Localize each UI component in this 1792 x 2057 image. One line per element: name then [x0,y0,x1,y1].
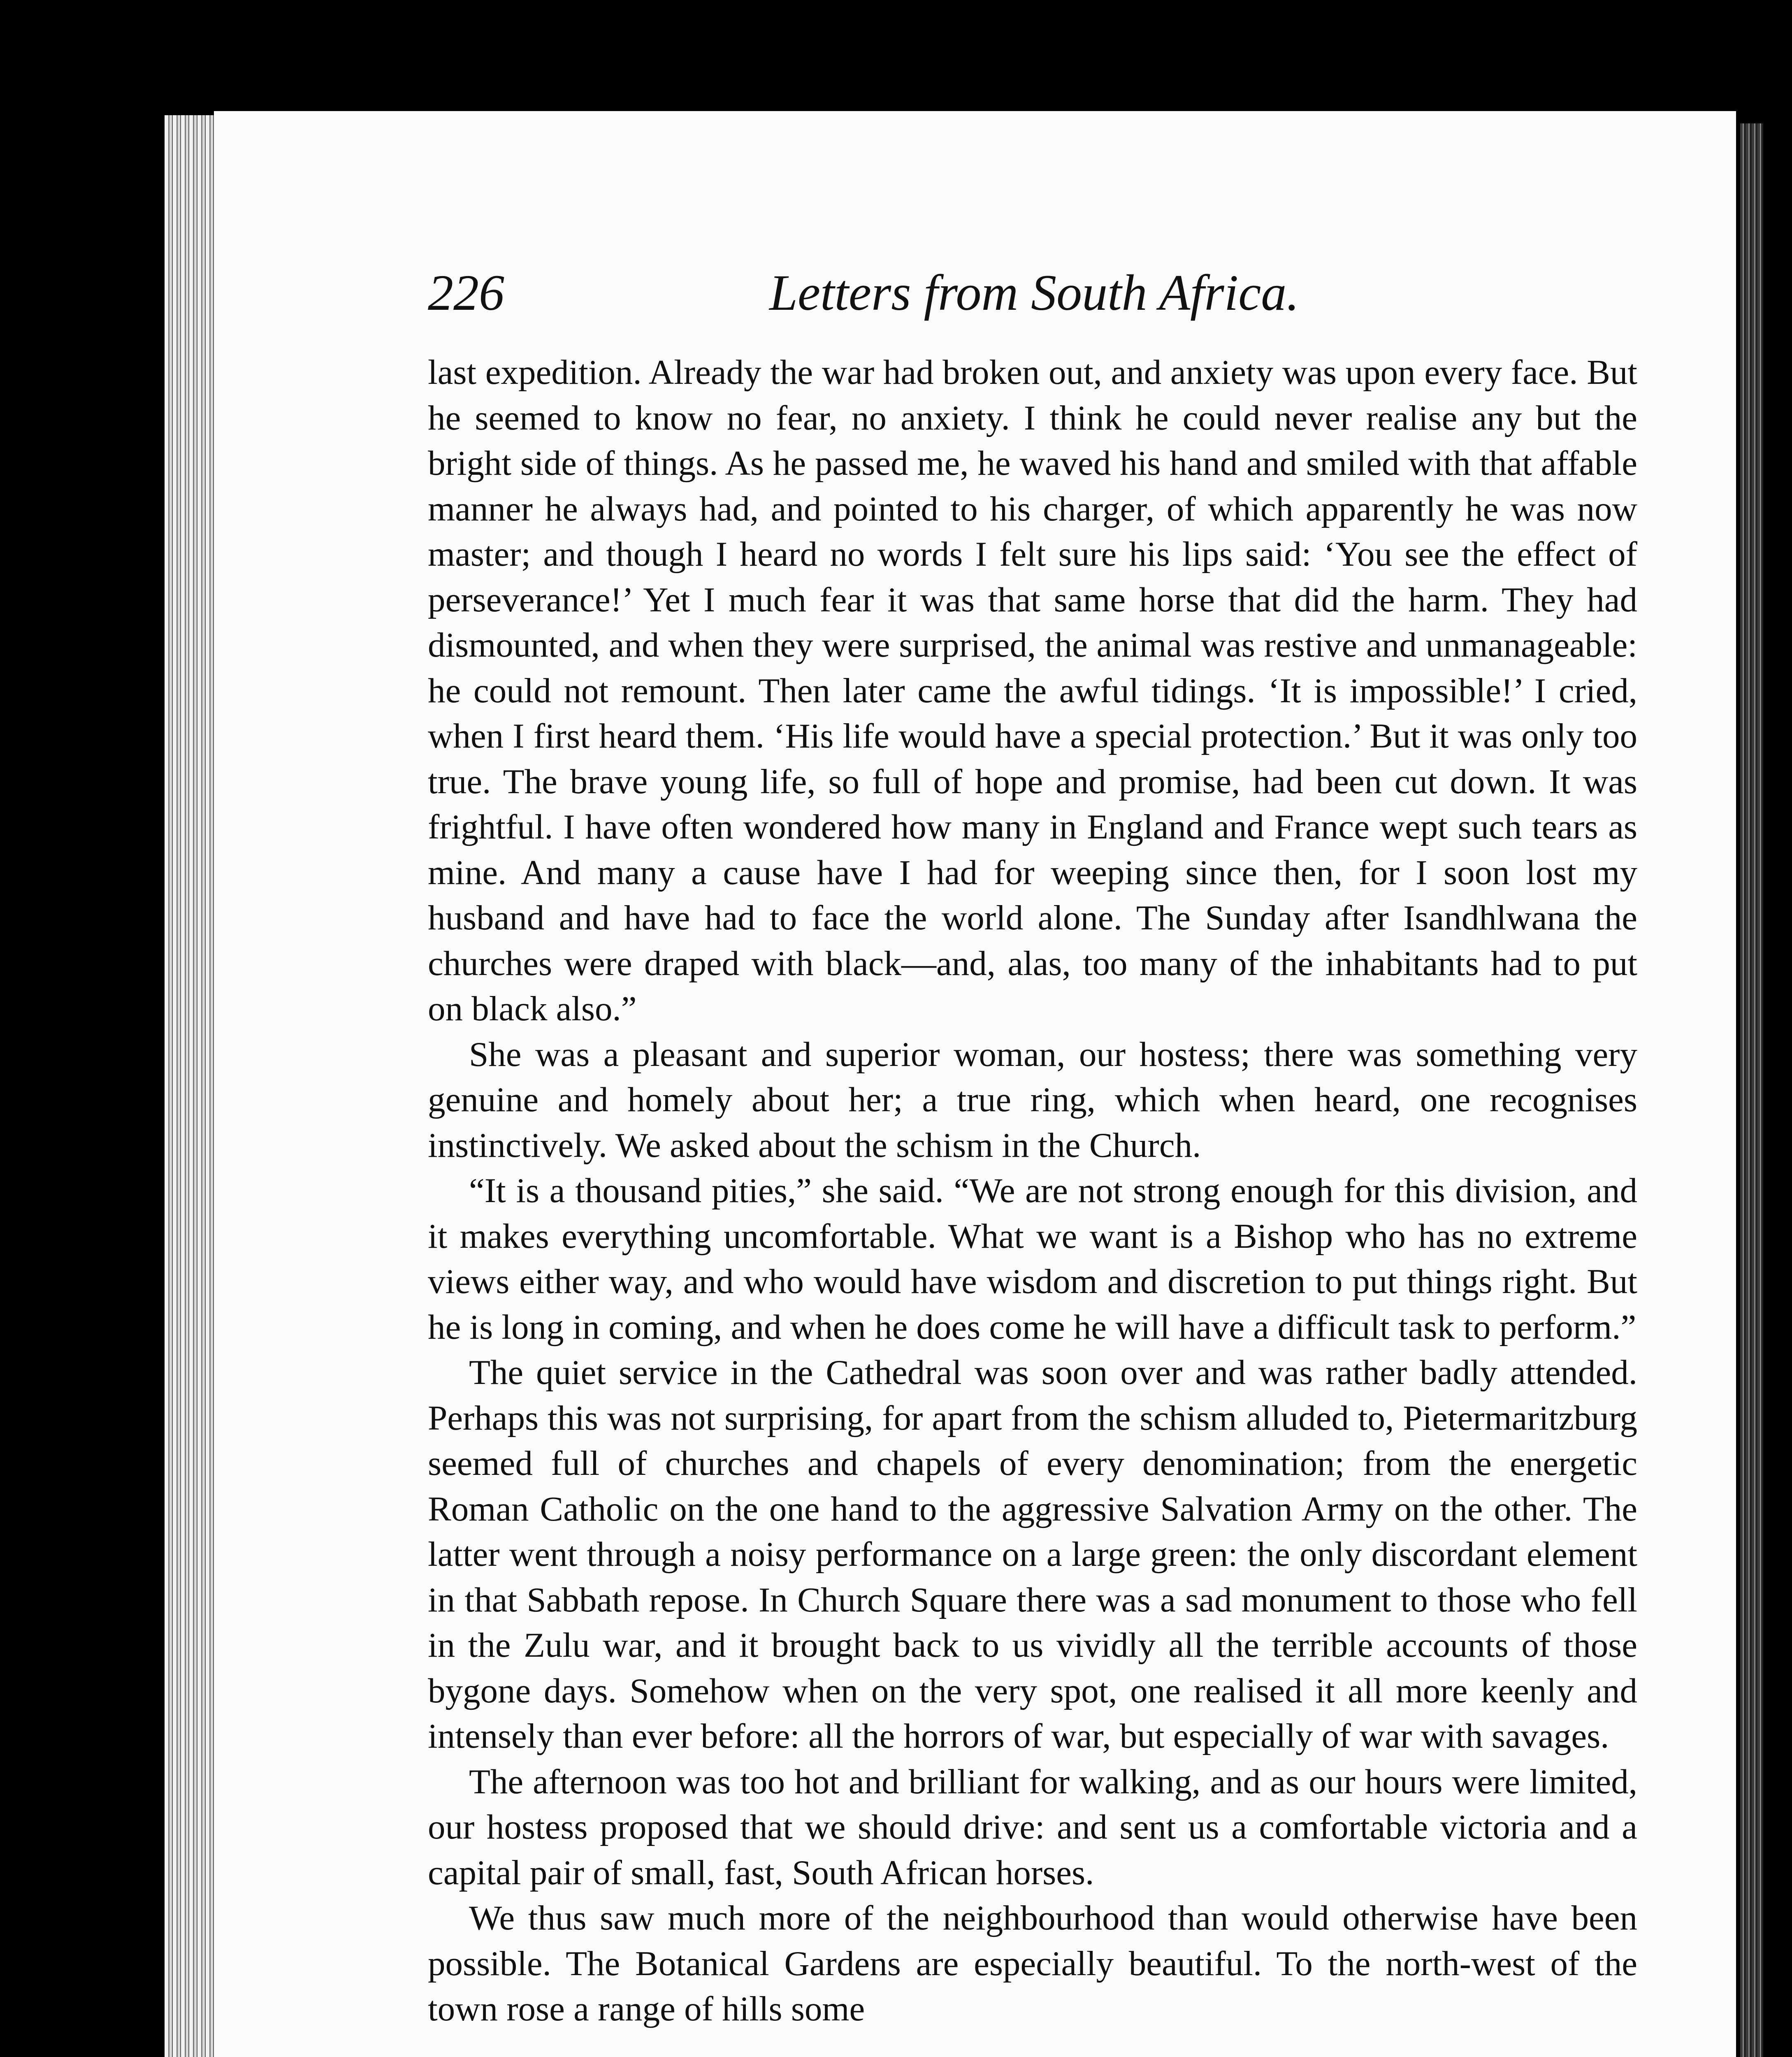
paragraph-5: The afternoon was too hot and brilliant for walking, and as our hours were limited, our hostess proposed that we should drive: and sent us a comfortable victoria and a capital pair of small, fast, South African horses. [428,1762,1637,1892]
running-title: Letters from South Africa. [769,265,1300,321]
paragraph-1: last expedition. Already the war had broken out, and anxiety was upon every face. But he seemed to know no fear, no anxiety. I think he could never realise any but the bright side of things. As he passed me, he waved his hand and smiled with that affable manner he always had, and pointed to his charger, of which apparently he was now master; and though I heard no words I felt sure his lips said: ‘You see the effect of perseverance!’ Yet I much fear it was that same horse that did the harm. They had dismounted, and when they were surprised, the animal was restive and unmanageable: he could not remount. Then later came the awful tidings. ‘It is impossible!’ I cried, when I first heard them. ‘His life would have a special protection.’ But it was only too true. The brave young life, so full of hope and promise, had been cut down. It was frightful. I have often wondered how many in England and France wept such tears as mine. And many a cause have I had for weeping since then, for I soon lost my husband and have had to face the world alone. The Sunday after Isandhlwana the churches were draped with black—and, alas, too many of the inhabitants had to put on black also.” [428,353,1637,1028]
body-text [428,350,1637,2032]
paragraph-4: The quiet service in the Cathedral was soon over and was rather badly attended. Perhaps this was not surprising, for apart from the schism alluded to, Pietermaritzburg seemed full of churches and chapels of every denomination; from the energetic Roman Catholic on the one hand to the aggressive Salvation Army on the other. The latter went through a noisy performance on a large green: the only discordant element in that Sabbath repose. In Church Square there was a sad monument to those who fell in the Zulu war, and it brought back to us vividly all the terrible accounts of those bygone days. Somehow when on the very spot, one realised it all more keenly and intensely than ever before: all the horrors of war, but especially of war with savages. [428,1353,1637,1755]
page-number: 226 [428,265,504,321]
paragraph-6: We thus saw much more of the neighbourhood than would otherwise have been possible. The Botanical Gardens are especially beautiful. To the north-west of the town rose a range of hills some [428,1899,1637,2028]
book-page-edges-right [1740,123,1763,2057]
paragraph-3: “It is a thousand pities,” she said. “We are not strong enough for this division, and it makes everything uncomfortable. What we want is a Bishop who has no extreme views either way, and who would have wisdom and discretion to put things right. But he is long in coming, and when he does come he will have a difficult task to perform.” [428,1171,1637,1347]
paragraph-2: She was a pleasant and superior woman, our hostess; there was something very genuine and homely about her; a true ring, which when heard, one recognises instinctively. We asked about the schism in the Church. [428,1035,1637,1165]
